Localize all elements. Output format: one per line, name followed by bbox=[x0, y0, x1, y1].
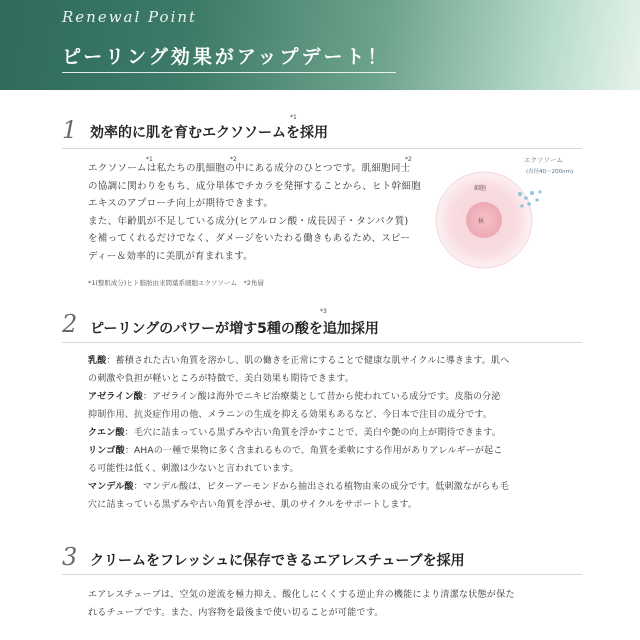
acid-line: リンゴ酸：AHAの一種で果物に多く含まれるもので、角質を柔軟にする作用がありアレルギーが起こ bbox=[88, 446, 503, 456]
cell-label: 細胞 bbox=[474, 185, 487, 192]
acid-name: リンゴ酸 bbox=[88, 446, 125, 456]
section-1-title-sup: *1 bbox=[290, 114, 297, 121]
body-line: エアレスチューブは、空気の逆流を極力抑え、酸化しにくくする逆止弁の機能により清潔な状態が保た bbox=[88, 590, 515, 600]
acid-line: 乳酸：蓄積された古い角質を溶かし、肌の働きを正常にすることで健康な肌サイクルに導きます。肌へ bbox=[88, 356, 510, 366]
acid-name: 乳酸 bbox=[88, 356, 107, 366]
exosome-illustration bbox=[434, 150, 574, 270]
cell-diagram bbox=[434, 150, 574, 270]
section-1-number: 1 bbox=[62, 116, 78, 144]
section-1-title: 効率的に肌を育むエクソソームを採用 bbox=[90, 125, 328, 141]
section-1-body bbox=[88, 160, 421, 265]
acid-name: マンデル酸 bbox=[88, 482, 134, 492]
body-line: また、年齢肌が不足している成分(ヒアルロン酸・成長因子・タンパク質) bbox=[88, 215, 409, 227]
section-1-footnote: *1(整肌成分)ヒト脂肪由来間葉系細胞エクソソーム *2角層 bbox=[88, 279, 264, 287]
page-headline: ピーリング効果がアップデート！ bbox=[62, 46, 390, 68]
acid-line: マンデル酸：マンデル酸は、ビターアーモンドから抽出される植物由来の成分です。低刺激ながらも毛 bbox=[88, 482, 509, 492]
section-1-divider bbox=[62, 148, 582, 149]
section-3-body bbox=[88, 586, 515, 622]
sup-1: *1 bbox=[146, 156, 153, 163]
body-line: エキスのアプローチ向上が期待できます。 bbox=[88, 198, 274, 209]
body-line: エクソソームは私たちの肌細胞の中にある成分のひとつです。肌細胞同士 bbox=[88, 163, 411, 174]
acid-line: 抑制作用、抗炎症作用の他、メラニンの生成を抑える効果もあるなど、今日本で注目の成分です。 bbox=[88, 410, 493, 420]
body-line: れるチューブです。また、内容物を最後まで使い切ることが可能です。 bbox=[88, 608, 384, 618]
acid-list bbox=[88, 352, 509, 514]
section-2-title: ピーリングのパワーが増す5種の酸を追加採用 bbox=[90, 321, 379, 337]
section-3-divider bbox=[62, 574, 582, 575]
exosome-label: エクソソーム bbox=[524, 156, 563, 164]
acid-line: アゼライン酸：アゼライン酸は海外でニキビ治療薬として昔から使われている成分です。皮脂の分泌 bbox=[88, 392, 501, 402]
section-3-title: クリームをフレッシュに保存できるエアレスチューブを採用 bbox=[90, 553, 465, 569]
acid-line: 穴に詰まっている黒ずみや古い角質を浮かせ、肌のサイクルをサポートします。 bbox=[88, 500, 418, 510]
acid-name: アゼライン酸 bbox=[88, 392, 143, 402]
section-2-title-sup: *3 bbox=[320, 308, 327, 315]
nucleus-label: 核 bbox=[478, 218, 485, 225]
acid-line: クエン酸：毛穴に詰まっている黒ずみや古い角質を浮かすことで、美白や艶の向上が期待できます。 bbox=[88, 428, 501, 438]
script-title: Renewal Point bbox=[62, 8, 198, 26]
body-line: の協調に関わりをもち、成分単体でチカラを発揮することから、ヒト幹細胞 bbox=[88, 180, 422, 192]
body-line: ディー＆効率的に美肌が育まれます。 bbox=[88, 250, 254, 262]
section-2-divider bbox=[62, 342, 582, 343]
sup-2: *2 bbox=[230, 156, 237, 163]
acid-name: クエン酸 bbox=[88, 428, 125, 438]
headline-underline bbox=[62, 72, 396, 73]
sup-3: *2 bbox=[405, 156, 412, 163]
acid-line: の刺激や負担が軽いところが特徴で、美白効果も期待できます。 bbox=[88, 374, 354, 384]
acid-line: る可能性は低く、刺激は少ないと言われています。 bbox=[88, 464, 299, 474]
size-label: (直径40〜200nm) bbox=[526, 169, 574, 175]
section-3-number: 3 bbox=[62, 543, 78, 571]
header-banner bbox=[0, 0, 640, 90]
section-2-number: 2 bbox=[62, 310, 78, 338]
body-line: を補ってくれるだけでなく、ダメージをいたわる働きもあるため、スピー bbox=[88, 233, 411, 244]
